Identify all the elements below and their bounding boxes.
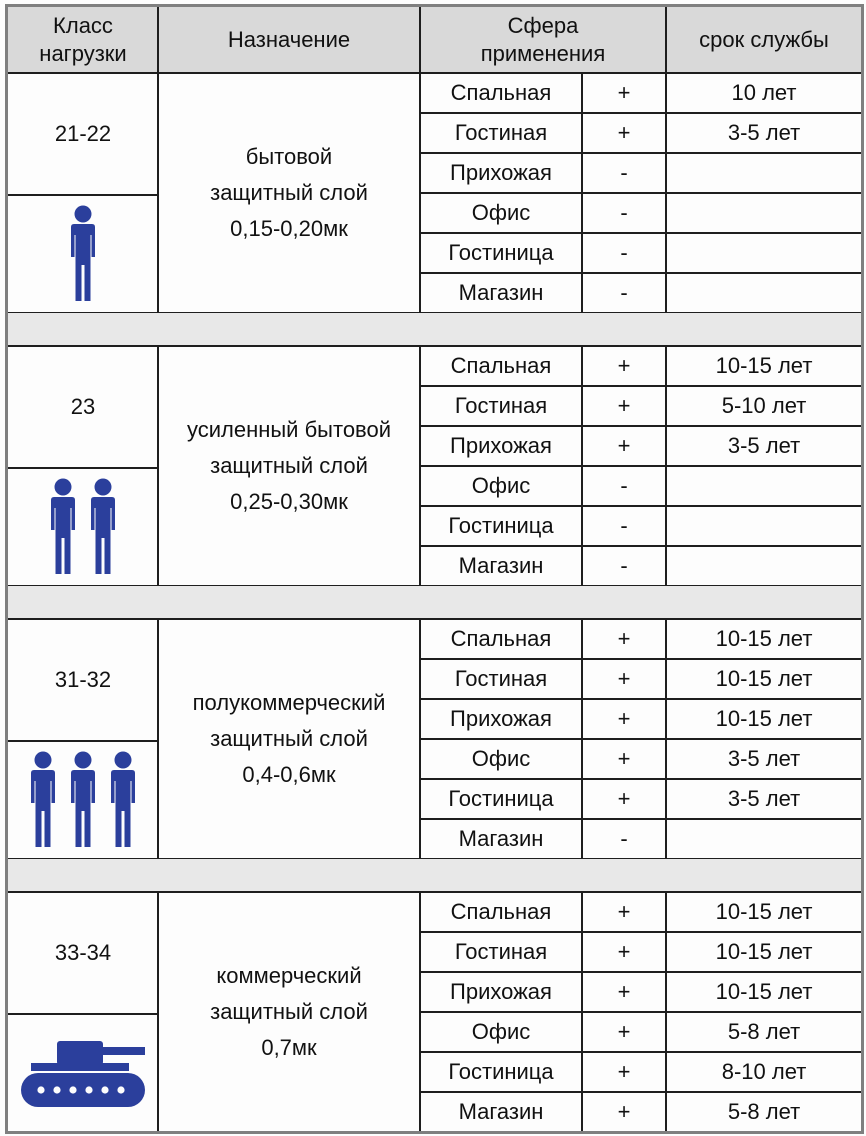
purpose-line: 0,7мк (261, 1035, 317, 1060)
applicable-mark: - (620, 473, 628, 498)
purpose-line: защитный слой (210, 180, 368, 205)
room-type: Спальная (450, 353, 552, 378)
room-type: Прихожая (450, 433, 552, 458)
room-type: Офис (471, 1019, 531, 1044)
applicable-mark: + (617, 1059, 631, 1084)
room-type: Офис (471, 473, 531, 498)
purpose-line: 0,15-0,20мк (230, 216, 348, 241)
room-type: Прихожая (450, 979, 552, 1004)
load-class-value: 21-22 (54, 121, 112, 146)
applicable-mark: - (620, 553, 628, 578)
purpose-line: защитный слой (210, 726, 368, 751)
service-life: 3-5 лет (727, 746, 801, 771)
service-life: 10-15 лет (715, 979, 813, 1004)
room-type: Спальная (450, 899, 552, 924)
table-frame (5, 4, 864, 1134)
header-purpose: Назначение (158, 6, 420, 73)
applicable-mark: + (617, 353, 631, 378)
applicable-mark: + (617, 706, 631, 731)
purpose-line: защитный слой (210, 453, 368, 478)
room-type: Гостиная (454, 120, 548, 145)
room-type: Спальная (450, 626, 552, 651)
room-type: Прихожая (450, 706, 552, 731)
applicable-mark: + (617, 120, 631, 145)
applicable-mark: + (617, 80, 631, 105)
room-type: Офис (471, 746, 531, 771)
room-type: Гостиница (448, 513, 554, 538)
service-life: 3-5 лет (727, 433, 801, 458)
purpose-line: защитный слой (210, 999, 368, 1024)
room-type: Спальная (450, 80, 552, 105)
room-type: Прихожая (450, 160, 552, 185)
applicable-mark: + (617, 666, 631, 691)
service-life: 10-15 лет (715, 626, 813, 651)
service-life: 5-8 лет (727, 1099, 801, 1124)
applicable-mark: + (617, 1099, 631, 1124)
room-type: Гостиная (454, 666, 548, 691)
load-class-value: 33-34 (54, 940, 112, 965)
applicable-mark: - (620, 160, 628, 185)
purpose-line: усиленный бытовой (186, 417, 392, 442)
applicable-mark: + (617, 899, 631, 924)
room-type: Гостиная (454, 393, 548, 418)
service-life: 10-15 лет (715, 939, 813, 964)
applicable-mark: + (617, 433, 631, 458)
applicable-mark: - (620, 513, 628, 538)
applicable-mark: - (620, 826, 628, 851)
room-type: Гостиница (448, 1059, 554, 1084)
service-life: 10-15 лет (715, 666, 813, 691)
applicable-mark: - (620, 200, 628, 225)
purpose-line: коммерческий (216, 963, 362, 988)
service-life: 10-15 лет (715, 353, 813, 378)
load-class-value: 31-32 (54, 667, 112, 692)
load-class-value: 23 (70, 394, 96, 419)
applicable-mark: + (617, 393, 631, 418)
applicable-mark: - (620, 280, 628, 305)
service-life: 5-8 лет (727, 1019, 801, 1044)
room-type: Магазин (458, 553, 544, 578)
room-type: Гостиная (454, 939, 548, 964)
service-life: 10-15 лет (715, 899, 813, 924)
room-type: Офис (471, 200, 531, 225)
service-life: 10 лет (731, 80, 797, 105)
service-life: 3-5 лет (727, 120, 801, 145)
room-type: Гостиница (448, 240, 554, 265)
service-life: 5-10 лет (721, 393, 807, 418)
purpose-line: 0,25-0,30мк (230, 489, 348, 514)
applicable-mark: + (617, 1019, 631, 1044)
room-type: Магазин (458, 280, 544, 305)
applicable-mark: + (617, 939, 631, 964)
room-type: Магазин (458, 826, 544, 851)
room-type: Магазин (458, 1099, 544, 1124)
service-life: 10-15 лет (715, 706, 813, 731)
applicable-mark: - (620, 240, 628, 265)
purpose-line: бытовой (245, 144, 333, 169)
header-class: Класс нагрузки (8, 6, 158, 73)
applicable-mark: + (617, 979, 631, 1004)
header-sphere: Сфера применения (420, 6, 666, 73)
applicable-mark: + (617, 746, 631, 771)
purpose-line: полукоммерческий (192, 690, 386, 715)
applicable-mark: + (617, 786, 631, 811)
service-life: 3-5 лет (727, 786, 801, 811)
applicable-mark: + (617, 626, 631, 651)
header-life: срок службы (666, 6, 862, 73)
room-type: Гостиница (448, 786, 554, 811)
service-life: 8-10 лет (721, 1059, 807, 1084)
purpose-line: 0,4-0,6мк (242, 762, 336, 787)
